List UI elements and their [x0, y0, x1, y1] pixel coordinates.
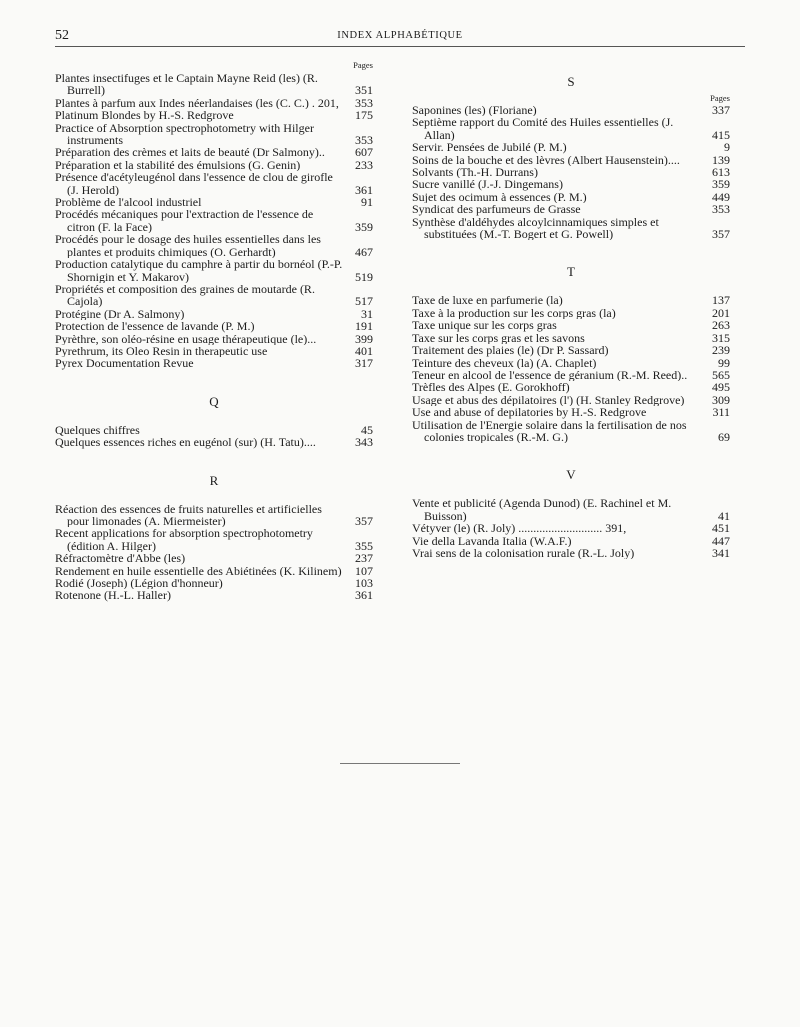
- index-entry: [55, 424, 373, 436]
- index-entry: [412, 394, 730, 406]
- index-entry: [55, 333, 373, 345]
- index-entry: [412, 116, 730, 141]
- running-title: INDEX ALPHABÉTIQUE: [337, 30, 463, 41]
- index-entry: [412, 203, 730, 215]
- entry-title: Quelques chiffres: [55, 423, 140, 437]
- entry-title: Traitement des plaies (le) (Dr P. Sassard): [412, 344, 609, 357]
- entry-title: Vrai sens de la colonisation rurale (R.-L. Joly): [412, 546, 635, 560]
- section-t-entries: [412, 294, 730, 443]
- index-entry: [412, 344, 730, 356]
- section-q-entries: [55, 424, 373, 449]
- entry-title: Procédés mécaniques pour l'extraction de l'essence de citron (F. la Face): [55, 208, 314, 234]
- entry-title: Utilisation de l'Energie solaire dans la fertilisation de nos colonies tropicales (R.-M. G.): [412, 418, 687, 444]
- entry-title: Rotenone (H.-L. Haller): [55, 589, 171, 602]
- entry-page-number: 103: [355, 576, 373, 590]
- entry-page-number: 401: [355, 343, 373, 358]
- entry-title: Septième rapport du Comité des Huiles essentielles (J. Allan): [412, 116, 674, 142]
- index-entry: [412, 319, 730, 331]
- index-entry: [412, 369, 730, 381]
- entry-page-number: 353: [355, 95, 373, 110]
- entry-page-number: 9: [724, 140, 730, 155]
- entry-title: Protection de l'essence de lavande (P. M.): [55, 320, 255, 333]
- entry-title: Teinture des cheveux (la) (A. Chaplet): [412, 356, 597, 369]
- entry-page-number: 355: [355, 538, 373, 553]
- entry-page-number: 607: [355, 145, 373, 160]
- index-entry: [412, 332, 730, 344]
- index-entry: [55, 527, 373, 552]
- entry-title: Pyrèthre, son oléo-résine en usage thérapeutique (le)...: [55, 332, 317, 345]
- index-entry: [55, 97, 373, 109]
- entry-page-number: 137: [712, 293, 730, 308]
- entry-page-number: 341: [712, 545, 730, 560]
- section-s-entries: [412, 104, 730, 240]
- entry-title: Réfractomètre d'Abbe (les): [55, 552, 186, 565]
- entry-title: Usage et abus des dépilatoires (l') (H. Stanley Redgrove): [412, 393, 685, 407]
- entry-page-number: 309: [712, 392, 730, 407]
- entry-page-number: 357: [712, 227, 730, 242]
- entry-page-number: 139: [712, 152, 730, 167]
- entry-page-number: 415: [712, 127, 730, 142]
- index-entry: [55, 552, 373, 564]
- entry-page-number: 315: [712, 330, 730, 345]
- entry-title: Plantes insectifuges et le Captain Mayne Reid (les) (R. Burrell): [55, 72, 318, 97]
- section-p-entries: [55, 72, 373, 370]
- index-entry: [55, 589, 373, 601]
- index-entry: [412, 191, 730, 203]
- entry-page-number: 201: [712, 305, 730, 320]
- entry-page-number: 359: [355, 219, 373, 234]
- entry-title: Présence d'acétyleugénol dans l'essence de clou de girofle (J. Herold): [55, 171, 333, 197]
- entry-page-number: 451: [712, 521, 730, 536]
- index-entry: [55, 196, 373, 208]
- entry-page-number: 191: [355, 319, 373, 334]
- section-v-entries: [412, 497, 730, 559]
- entry-title: Préparation et la stabilité des émulsions (G. Genin): [55, 158, 301, 172]
- left-column: [55, 58, 373, 602]
- entry-title: Teneur en alcool de l'essence de géranium (R.-M. Reed)..: [412, 368, 688, 382]
- index-entry: [55, 283, 373, 308]
- entry-page-number: 99: [718, 355, 730, 370]
- section-heading-s: S: [567, 74, 575, 89]
- index-entry: [55, 436, 373, 448]
- index-entry: [55, 72, 373, 97]
- entry-title: Quelques essences riches en eugénol (sur) (H. Tatu)....: [55, 436, 316, 449]
- index-entry: [55, 233, 373, 258]
- section-heading-v: V: [566, 467, 576, 483]
- entry-title: Sujet des ocimum à essences (P. M.): [412, 190, 587, 204]
- entry-title: Saponines (les) (Floriane): [412, 104, 537, 117]
- index-entry: [412, 166, 730, 178]
- entry-page-number: 467: [355, 244, 373, 259]
- entry-page-number: 45: [361, 422, 373, 437]
- entry-page-number: 517: [355, 294, 373, 309]
- entry-title: Taxe unique sur les corps gras: [412, 319, 557, 332]
- entry-page-number: 263: [712, 318, 730, 333]
- section-heading-r: R: [209, 472, 219, 488]
- entry-title: Pyrex Documentation Revue: [55, 357, 194, 370]
- entry-page-number: 31: [361, 306, 373, 321]
- entry-title: Taxe sur les corps gras et les savons: [412, 331, 585, 345]
- index-entry: [412, 381, 730, 393]
- index-entry: [55, 122, 373, 147]
- entry-page-number: 357: [355, 513, 373, 528]
- section-r-entries: [55, 503, 373, 602]
- entry-page-number: 361: [355, 182, 373, 197]
- index-entry: [55, 308, 373, 320]
- index-entry: [55, 258, 373, 283]
- entry-title: Pyrethrum, its Oleo Resin in therapeutic use: [55, 344, 268, 358]
- entry-page-number: 351: [355, 83, 373, 98]
- entry-page-number: 343: [355, 435, 373, 450]
- entry-page-number: 175: [355, 108, 373, 123]
- entry-title: Use and abuse of depilatories by H.-S. Redgrove: [412, 406, 647, 419]
- entry-page-number: 449: [712, 189, 730, 204]
- entry-title: Rendement en huile essentielle des Abiétinées (K. Kilinem): [55, 564, 342, 577]
- entry-title: Problème de l'alcool industriel: [55, 196, 202, 209]
- header-rule: [55, 46, 745, 47]
- entry-title: Préparation des crèmes et laits de beauté (Dr Salmony)..: [55, 146, 325, 159]
- entry-title: Protégine (Dr A. Salmony): [55, 307, 185, 321]
- index-entry: [55, 357, 373, 369]
- index-entry: [412, 547, 730, 559]
- index-entry: [55, 159, 373, 171]
- entry-title: Platinum Blondes by H.-S. Redgrove: [55, 109, 234, 122]
- entry-page-number: 353: [355, 133, 373, 148]
- index-entry: [412, 357, 730, 369]
- index-entry: [412, 522, 730, 534]
- entry-title: Vente et publicité (Agenda Dunod) (E. Rachinel et M. Buisson): [412, 497, 672, 523]
- index-entry: [412, 419, 730, 444]
- entry-page-number: 519: [355, 269, 373, 284]
- pages-label: Pages: [353, 60, 373, 70]
- entry-title: Sucre vanillé (J.-J. Dingemans): [412, 178, 563, 191]
- index-entry: [55, 320, 373, 332]
- page-header: [55, 28, 745, 48]
- entry-title: Réaction des essences de fruits naturelles et artificielles pour limonades (A. Miermeister): [55, 502, 322, 528]
- entry-page-number: 353: [712, 202, 730, 217]
- index-entry: [412, 216, 730, 241]
- entry-page-number: 447: [712, 533, 730, 548]
- index-entry: [412, 406, 730, 418]
- index-entry: [412, 535, 730, 547]
- page-number: 52: [55, 28, 69, 43]
- entry-page-number: 613: [712, 165, 730, 180]
- index-entry: [55, 109, 373, 121]
- section-heading-t: T: [567, 264, 575, 280]
- index-entry: [55, 208, 373, 233]
- entry-title: Vétyver (le) (R. Joly) ............................ 391,: [412, 522, 627, 535]
- entry-title: Trèfles des Alpes (E. Gorokhoff): [412, 381, 570, 394]
- entry-title: Propriétés et composition des graines de moutarde (R. Cajola): [55, 282, 315, 308]
- entry-page-number: 91: [361, 195, 373, 210]
- entry-page-number: 359: [712, 177, 730, 192]
- index-entry: [55, 577, 373, 589]
- entry-page-number: 239: [712, 343, 730, 358]
- entry-title: Practice of Absorption spectrophotometry with Hilger instruments: [55, 121, 314, 147]
- entry-page-number: 41: [718, 508, 730, 523]
- entry-page-number: 399: [355, 331, 373, 346]
- index-entry: [55, 146, 373, 158]
- entry-title: Taxe à la production sur les corps gras (la): [412, 306, 616, 320]
- entry-title: Soins de la bouche et des lèvres (Albert Hausenstein)....: [412, 153, 680, 167]
- entry-title: Synthèse d'aldéhydes alcoylcinnamiques simples et substituées (M.-T. Bogert et G. Powell): [412, 215, 659, 241]
- entry-title: Syndicat des parfumeurs de Grasse: [412, 203, 581, 216]
- entry-title: Recent applications for absorption spectrophotometry (édition A. Hilger): [55, 527, 313, 553]
- index-entry: [55, 171, 373, 196]
- entry-page-number: 565: [712, 367, 730, 382]
- index-entry: [412, 141, 730, 153]
- entry-title: Vie della Lavanda Italia (W.A.F.): [412, 534, 572, 547]
- entry-title: Servir. Pensées de Jubilé (P. M.): [412, 141, 567, 154]
- entry-page-number: 107: [355, 563, 373, 578]
- right-column: [412, 58, 730, 559]
- entry-page-number: 361: [355, 588, 373, 603]
- index-entry: [55, 565, 373, 577]
- index-entry: [412, 497, 730, 522]
- index-entry: [412, 104, 730, 116]
- entry-page-number: 233: [355, 157, 373, 172]
- entry-page-number: 69: [718, 429, 730, 444]
- entry-title: Solvants (Th.-H. Durrans): [412, 166, 538, 179]
- index-entry: [412, 154, 730, 166]
- entry-page-number: 495: [712, 380, 730, 395]
- entry-page-number: 311: [712, 405, 730, 420]
- entry-title: Production catalytique du camphre à partir du bornéol (P.-P. Shornigin et Y. Makarov): [55, 258, 343, 283]
- entry-title: Rodié (Joseph) (Légion d'honneur): [55, 577, 223, 590]
- entry-title: Plantes à parfum aux Indes néerlandaises (les (C. C.) . 201,: [55, 96, 339, 110]
- pages-label: Pages: [710, 93, 730, 103]
- index-entry: [55, 345, 373, 357]
- entry-page-number: 337: [712, 103, 730, 117]
- footer-rule: [340, 763, 460, 764]
- index-entry: [55, 503, 373, 528]
- section-heading-q: Q: [209, 393, 219, 409]
- index-entry: [412, 307, 730, 319]
- index-entry: [412, 294, 730, 306]
- entry-title: Procédés pour le dosage des huiles essentielles dans les plantes et produits chimiques (O. Gerhardt): [55, 233, 321, 259]
- entry-title: Taxe de luxe en parfumerie (la): [412, 294, 563, 307]
- entry-page-number: 237: [355, 551, 373, 566]
- index-entry: [412, 178, 730, 190]
- entry-page-number: 317: [355, 356, 373, 371]
